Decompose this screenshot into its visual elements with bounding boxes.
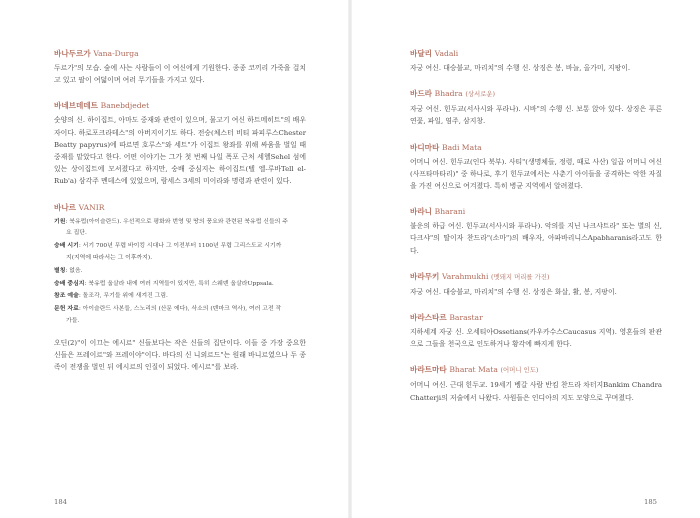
left-column [54, 48, 306, 387]
entry-heading [410, 48, 662, 59]
heading-latin: Vana-Durga [93, 49, 139, 58]
heading-korean: 바나르 [54, 202, 77, 212]
heading-korean: 바라무키 [410, 271, 440, 281]
entry-body: 불운의 하급 여신. 힌두교(서사시와 푸라나). 악의를 지닌 나크샤트라" 또는 별의 신, 다크샤"의 딸이자 찬드라"(소마")의 배우자, 아파바리니스Apabharanis라고도 한다. [410, 222, 662, 255]
entry-heading [410, 364, 662, 376]
entry-body: 자궁 여신. 힌두교(서사시와 푸라나). 시바"의 수행 신. 보통 앉아 있다. 상징은 푸른 연꽃, 파일, 염주, 삼지창. [410, 105, 662, 126]
entry-heading [410, 271, 662, 283]
heading-korean: 바라니 [410, 207, 433, 217]
heading-gloss: (멧돼지 머리를 가진) [491, 272, 550, 281]
entry-body: 숫양의 신. 하이집트, 아마도 중재와 관련이 있으며, 물고기 여신 하트메히트"의 배우자이다. 하로포크라테스"의 아버지이기도 하다. 전승(체스터 비티 파피루스Chester Beatty papyrus)에 따르면 호루스"와 세트"가 이집트 왕좌를 위해 싸움을 벌일 때 중재를 맡았다고 한다. 어떤 이야기는 그가 첫 번째 나일 폭포 근처 세헬Sehel 섬에 있는 상이집트에 모셔졌다고 하지만, 숭배 중심지는 하이집트(텔 엘-루바Tell el-Rub'a) 삼각주 멘데스에 있었으며, 람세스 3세의 미이라와 명령과 관련이 있다. [54, 116, 306, 186]
heading-korean: 바라트마타 [410, 365, 447, 375]
entry-bharani [410, 206, 662, 257]
right-column [410, 48, 662, 418]
entry-barastar [410, 312, 662, 350]
entry-heading [410, 142, 662, 153]
heading-gloss: (상서로운) [465, 90, 496, 99]
fact-line: 별칭: 없음. [54, 266, 83, 274]
entry-heading [54, 100, 306, 111]
heading-latin: Barastar [449, 313, 483, 323]
fact-line-continued: 가들. [66, 318, 80, 324]
entry-vadali [410, 48, 662, 74]
heading-korean: 바드라 [410, 89, 433, 99]
heading-latin: Varahmukhi [442, 271, 489, 281]
page-number: 185 [644, 498, 657, 506]
heading-korean: 바달리 [410, 49, 433, 58]
fact-line: 문헌 자료: 아이슬란드 사본들, 스노리의 (산문 에다), 삭소의 (덴마크 역사), 여러 고전 작 [54, 305, 282, 313]
entry-heading [410, 88, 662, 100]
entry-body: 어머니 여신. 근대 힌두교. 19세기 벵갈 사람 반킴 찬드라 차터지Bankim Chandra Chatterji의 저술에서 나왔다. 사원들은 인디아의 지도 모양으로 꾸며졌다. [410, 381, 662, 402]
entry-heading [54, 48, 306, 59]
entry-bharat-mata [410, 364, 662, 403]
entry-vana-durga [54, 48, 306, 86]
entry-body: 오딘(2)"이 이끄는 에시르" 신들보다는 작은 신들의 집단이다. 이들 중 가장 중요한 신들은 프레이르"와 프레이야"이다. 바다의 신 니외르드"는 원래 바니르였으나 두 종족이 전쟁을 벌인 뒤 에시르의 인질이 되었다. 에시르"를 보라. [54, 338, 306, 372]
heading-korean: 바나두르가 [54, 49, 91, 58]
heading-latin: Bharat Mata [449, 365, 498, 375]
fact-line: 숭배 시기: 서기 700년 무렵 바이킹 시대나 그 이전부터 1100년 무렵 그리스도교 시기까 [54, 242, 282, 250]
fact-line: 숭배 중심지: 북유럽 웁살라 내에 여러 지역들이 있지만, 특히 스웨덴 웁살라Uppsala. [54, 279, 274, 287]
entry-body: 지하세계 자궁 신. 오세티아Ossetians(카우카수스Caucasus 지역). 영혼들의 판관으로 그들을 천국으로 인도하거나 황각에 빠지게 한다. [410, 328, 662, 349]
entry-heading [54, 202, 306, 213]
entry-vanir [54, 202, 306, 374]
heading-latin: Vadali [434, 49, 459, 58]
page-number: 184 [54, 498, 67, 506]
entry-bhadra [410, 88, 662, 127]
fact-line-continued: 지(지역에 따라서는 그 이후까지). [66, 255, 153, 262]
fact-line-continued: 요 집단. [66, 230, 87, 237]
vanir-fact-list [54, 216, 306, 328]
fact-line: 기원: 북유럽(아이슬란드). 우선적으로 평화와 번영 및 땅의 풍요와 관련된 북유럽 신들의 주 [54, 217, 288, 225]
entry-varahmukhi [410, 271, 662, 298]
heading-latin: Banebdjedet [100, 101, 150, 111]
heading-latin: VANIR [78, 202, 105, 212]
heading-latin: Bhadra [434, 89, 463, 99]
entry-heading [410, 206, 662, 217]
entry-body: 자궁 여신. 대승불교, 마리치"의 수행 신. 상징은 봉, 바늘, 올가미, 지팡이. [410, 64, 631, 72]
entry-banebdjedet [54, 100, 306, 187]
heading-gloss: (어머니 인도) [500, 366, 539, 375]
entry-heading [410, 312, 662, 323]
heading-latin: Badi Mata [442, 142, 482, 152]
entry-badi-mata [410, 142, 662, 193]
heading-korean: 바네브데데트 [54, 101, 99, 111]
heading-korean: 바라스타르 [410, 313, 447, 323]
heading-latin: Bharani [434, 207, 466, 217]
entry-body: 자궁 여신. 대승불교, 마리치"의 수행 신. 상징은 화살, 활, 봉, 지팡이. [410, 287, 617, 296]
heading-korean: 바디마타 [410, 142, 440, 152]
entry-body: 어머니 여신. 힌두교(인다 북부). 사티"(생명체들, 정령, 때로 사산) 일곱 어머니 여신(사프타마타리)" 중 하나로, 후기 힌두교에서는 사춘기 아이들을 공격하는 악한 자질을 가진 여신으로 여겨졌다. 특히 병균 지역에서 알려졌다. [410, 157, 662, 191]
entry-body: 두르가"의 모습. 숲에 사는 사람들이 이 여신에게 기원한다. 종종 코끼리 가죽을 걸치고 있고 팔이 여덟이며 여러 무기들을 가지고 있다. [54, 64, 306, 85]
fact-line: 참조 예술: 돌조각, 무기들 위에 새겨진 그림. [54, 292, 168, 300]
right-page [350, 0, 700, 518]
